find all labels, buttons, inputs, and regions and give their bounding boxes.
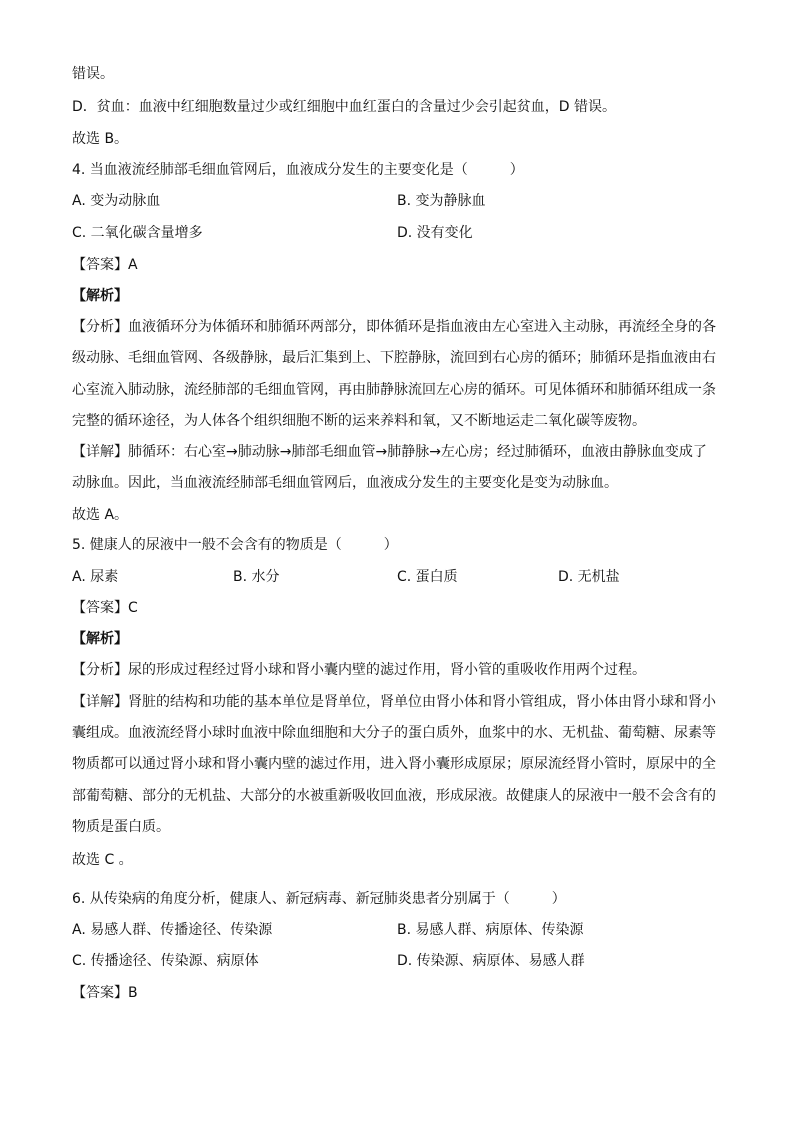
text-line: 故选 A。 xyxy=(72,507,129,523)
text-line: 囊组成。血液流经肾小球时血液中除血细胞和大分子的蛋白质外，血浆中的水、无机盐、葡萄糖、尿素等 xyxy=(72,725,716,741)
q5-option-c: C. 蛋白质 xyxy=(397,569,458,585)
answer-line: 【答案】C xyxy=(72,600,138,616)
text-line: 级动脉、毛细血管网、各级静脉，最后汇集到上、下腔静脉，流回到右心房的循环；肺循环是指血液由右 xyxy=(72,350,716,366)
answer-line: 【答案】A xyxy=(72,257,138,273)
q5-option-b: B. 水分 xyxy=(233,569,280,585)
question-5-stem: 5. 健康人的尿液中一般不会含有的物质是（ ） xyxy=(72,537,398,553)
q6-option-a: A. 易感人群、传播途径、传染源 xyxy=(72,922,273,938)
q5-option-a: A. 尿素 xyxy=(72,569,119,585)
text-line: D．贫血：血液中红细胞数量过少或红细胞中血红蛋白的含量过少会引起贫血，D 错误。 xyxy=(72,99,617,115)
text-line: 部葡萄糖、部分的无机盐、大部分的水被重新吸收回血液，形成尿液。故健康人的尿液中一般不会含有的 xyxy=(72,788,716,804)
q5-option-d: D. 无机盐 xyxy=(558,569,620,585)
text-line: 心室流入肺动脉，流经肺部的毛细血管网，再由肺静脉流回左心房的循环。可见体循环和肺循环组成一条 xyxy=(72,382,716,398)
analysis-heading: 【解析】 xyxy=(72,631,128,647)
text-line: 物质是蛋白质。 xyxy=(72,819,170,835)
text-line: 【分析】血液循环分为体循环和肺循环两部分，即体循环是指血液由左心室进入主动脉，再流经全身的各 xyxy=(72,319,716,335)
text-line: 物质都可以通过肾小球和肾小囊内壁的滤过作用，进入肾小囊形成原尿；原尿流经肾小管时，原尿中的全 xyxy=(72,756,716,772)
question-4-stem: 4. 当血液流经肺部毛细血管网后，血液成分发生的主要变化是（ ） xyxy=(72,162,524,178)
text-line: 【分析】尿的形成过程经过肾小球和肾小囊内壁的滤过作用，肾小管的重吸收作用两个过程。 xyxy=(72,662,646,678)
q4-option-c: C. 二氧化碳含量增多 xyxy=(72,225,203,241)
question-6-stem: 6. 从传染病的角度分析，健康人、新冠病毒、新冠肺炎患者分别属于（ ） xyxy=(72,891,566,907)
text-line: 动脉血。因此，当血液流经肺部毛细血管网后，血液成分发生的主要变化是变为动脉血。 xyxy=(72,475,618,491)
text-line: 故选 B。 xyxy=(72,131,129,147)
text-line: 故选 C 。 xyxy=(72,852,133,868)
q6-option-c: C. 传播途径、传染源、病原体 xyxy=(72,953,259,969)
analysis-heading: 【解析】 xyxy=(72,288,128,304)
text-line: 【详解】肺循环：右心室→肺动脉→肺部毛细血管→肺静脉→左心房；经过肺循环，血液由静脉血变成了 xyxy=(72,444,707,460)
q6-option-d: D. 传染源、病原体、易感人群 xyxy=(397,953,585,969)
q4-option-b: B. 变为静脉血 xyxy=(397,193,486,209)
text-line: 【详解】肾脏的结构和功能的基本单位是肾单位，肾单位由肾小体和肾小管组成，肾小体由肾小球和肾小 xyxy=(72,694,716,710)
q4-option-d: D. 没有变化 xyxy=(397,225,473,241)
q6-option-b: B. 易感人群、病原体、传染源 xyxy=(397,922,584,938)
text-line: 错误。 xyxy=(72,66,114,82)
text-line: 完整的循环途径，为人体各个组织细胞不断的运来养料和氧，又不断地运走二氧化碳等废物。 xyxy=(72,413,646,429)
q4-option-a: A. 变为动脉血 xyxy=(72,193,161,209)
answer-line: 【答案】B xyxy=(72,985,138,1001)
